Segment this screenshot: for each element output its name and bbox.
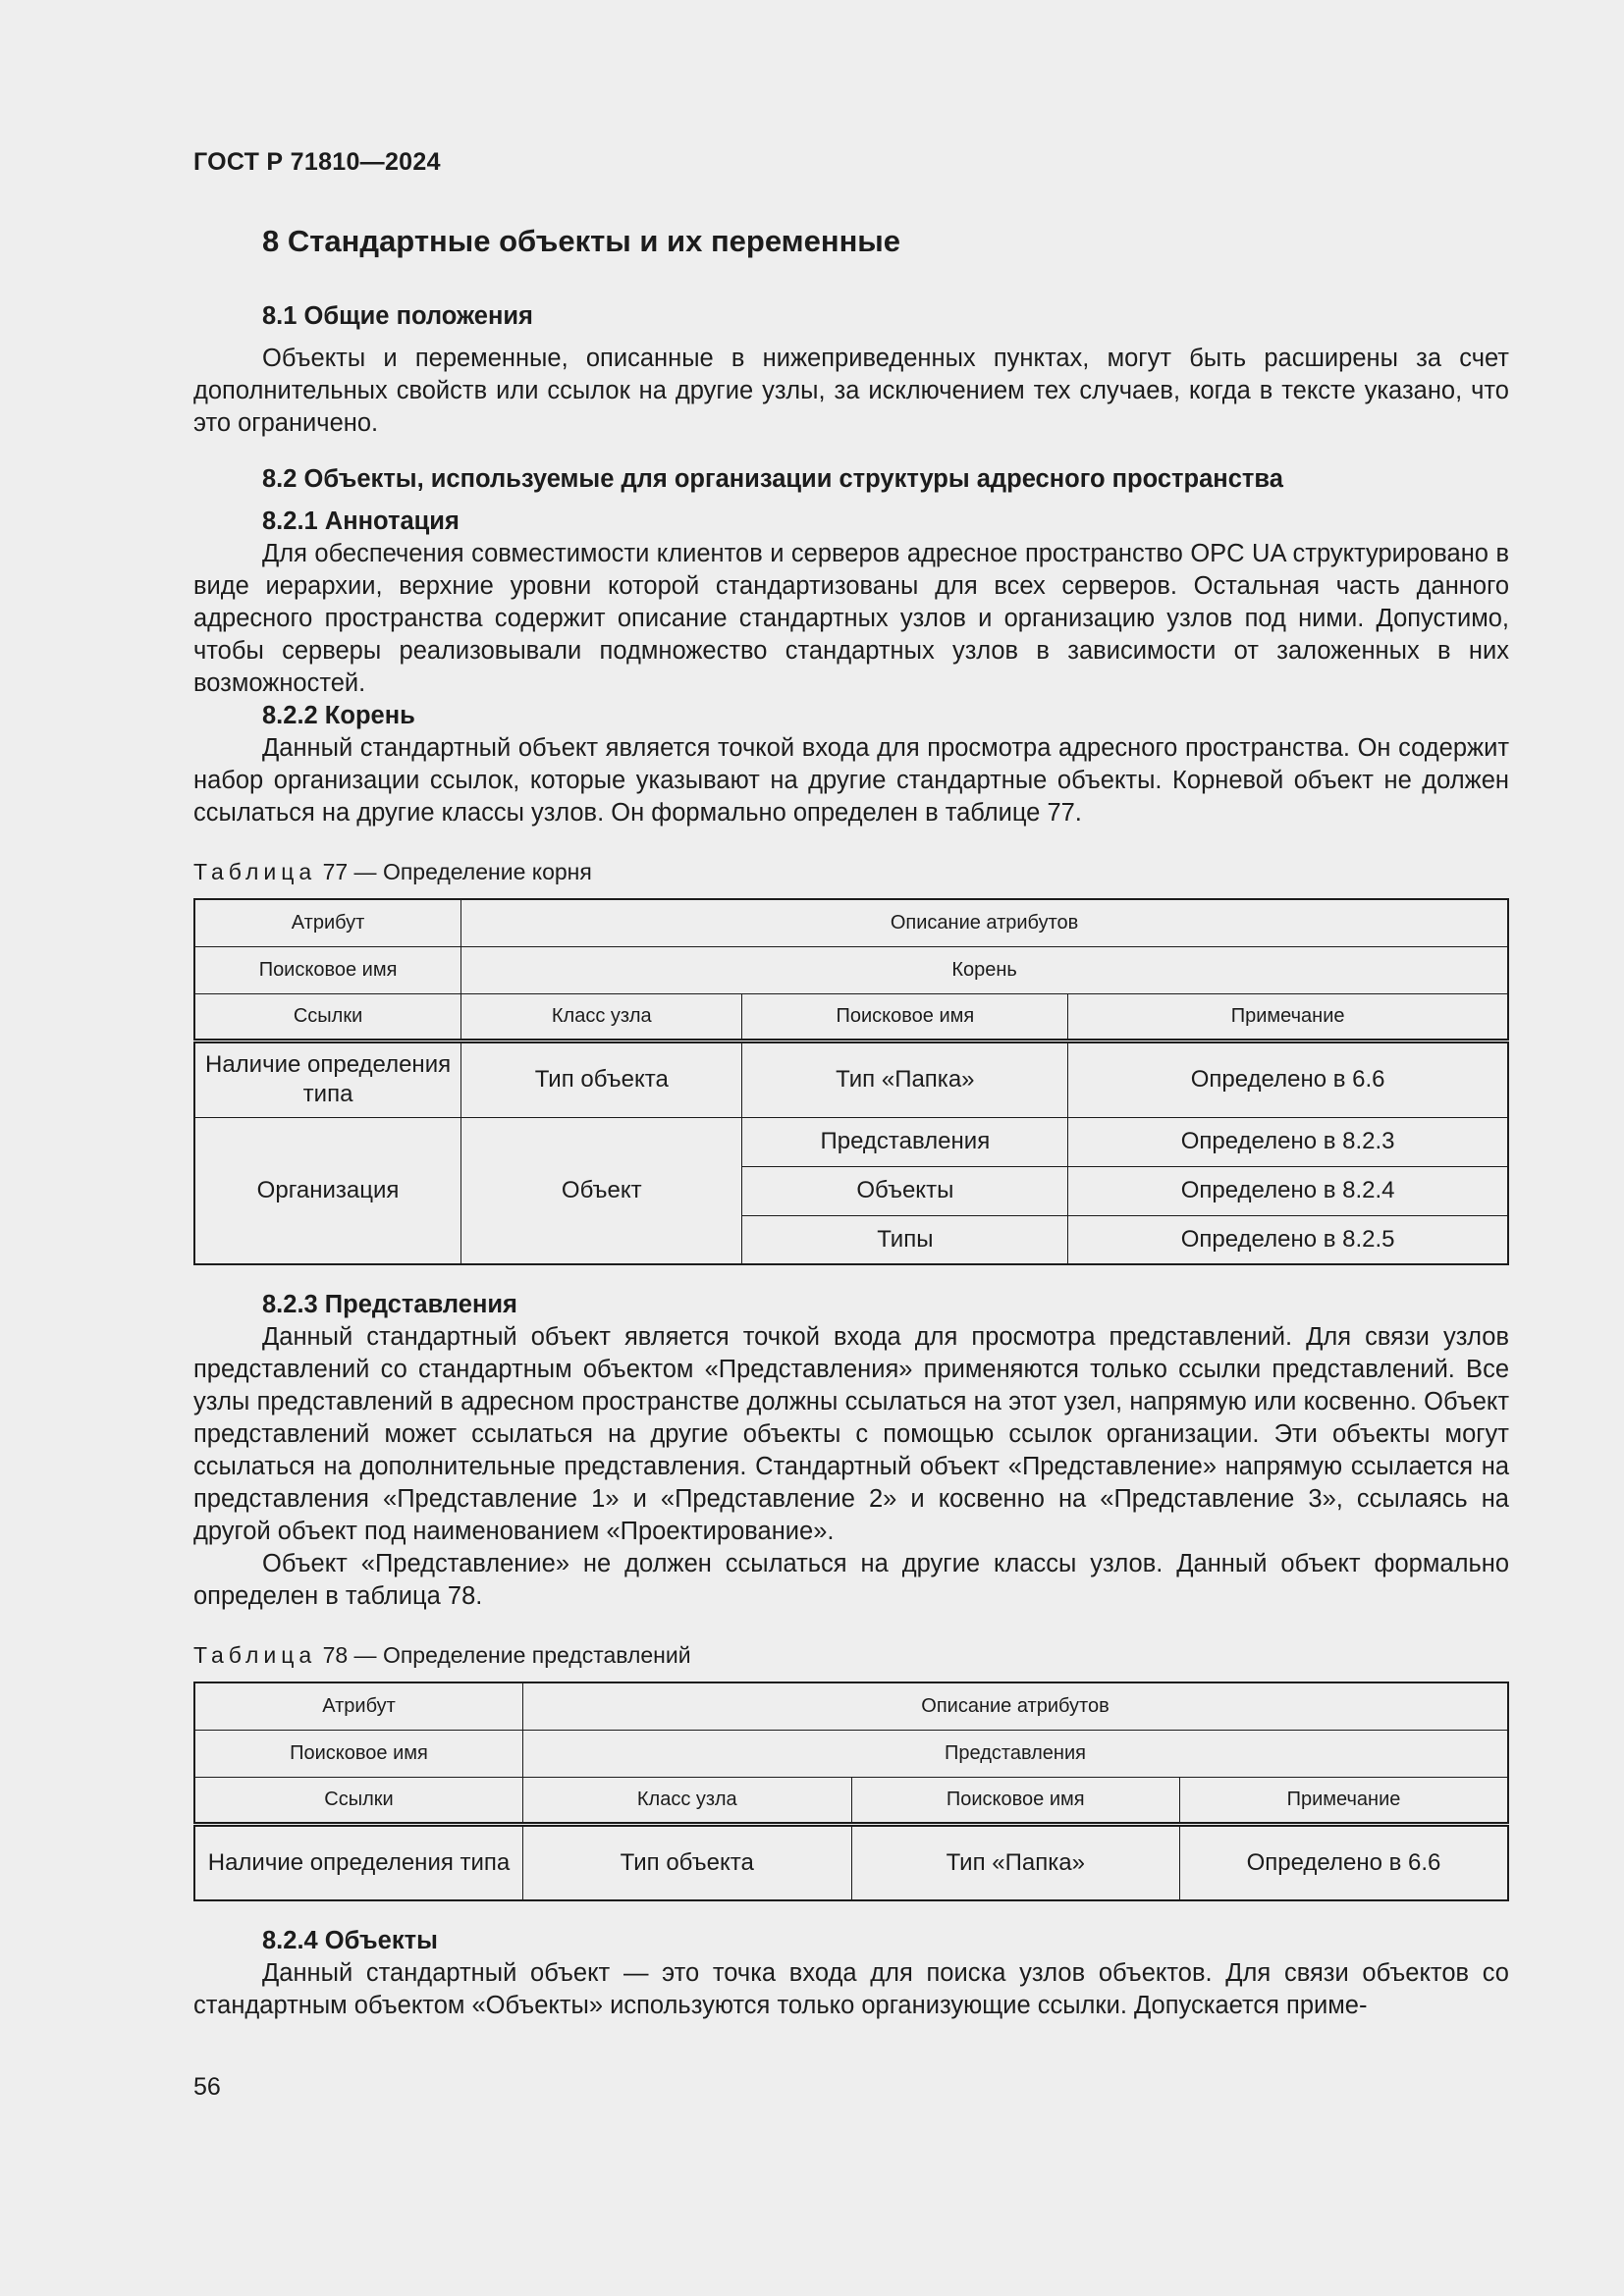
section-8-1-paragraph: Объекты и переменные, описанные в нижеприведенных пунктах, могут быть расширены за счет дополнительных свойств или ссылок на другие узлы, за исключением тех случаев, когда в тексте указано, что это ограничено. xyxy=(193,345,1509,437)
cell-node-class: Тип объекта xyxy=(461,1041,742,1117)
section-8-2-3-paragraph-2: Объект «Представление» не должен ссылаться на другие классы узлов. Данный объект формально определен в таблица 78. xyxy=(193,1550,1509,1610)
cell-browse-name: Тип «Папка» xyxy=(742,1041,1068,1117)
document-header: ГОСТ Р 71810—2024 xyxy=(193,148,441,176)
section-8-2-1-paragraph: Для обеспечения совместимости клиентов и серверов адресное пространство OPC UA структурировано в виде иерархии, верхние уровни которой стандартизованы для всех серверов. Остальная часть данного адресного пространства содержит описание стандартных узлов и организацию узлов под ними. Допустимо, чтобы серверы реализовывали подмножество стандартных узлов в зависимости от заложенных в них возможностей. xyxy=(193,540,1509,697)
spacer xyxy=(193,440,1509,463)
table-row xyxy=(194,993,1508,1041)
table-row xyxy=(194,946,1508,993)
section-8-2-2-title: 8.2.2 Корень xyxy=(262,702,415,729)
cell-node-class: Объект xyxy=(461,1117,742,1264)
cell-browse-name: Представления xyxy=(742,1117,1068,1166)
cell-node-class: Тип объекта xyxy=(523,1824,852,1900)
cell-note: Определено в 6.6 xyxy=(1068,1041,1508,1117)
header-cell-description: Описание атрибутов xyxy=(523,1682,1509,1730)
cell-browse-name-label: Поисковое имя xyxy=(194,1730,523,1777)
table-77-caption xyxy=(193,857,1509,886)
spacer xyxy=(193,1265,1509,1289)
page-number: 56 xyxy=(193,2073,221,2101)
cell-browse-name-label: Поисковое имя xyxy=(194,946,461,993)
cell-browse-name: Тип «Папка» xyxy=(851,1824,1180,1900)
cell-note-header: Примечание xyxy=(1180,1777,1509,1824)
section-8-2-3-title: 8.2.3 Представления xyxy=(262,1291,517,1318)
spacer xyxy=(193,829,1509,857)
table-77-root-definition xyxy=(193,898,1509,1265)
section-8-1-title: 8.1 Общие положения xyxy=(262,302,533,330)
table-caption-word: Таблица xyxy=(193,1642,317,1668)
cell-node-class-header: Класс узла xyxy=(461,993,742,1041)
cell-browse-name-value: Представления xyxy=(523,1730,1509,1777)
header-cell-description: Описание атрибутов xyxy=(461,899,1508,946)
section-8-2-4-paragraph: Данный стандартный объект — это точка входа для поиска узлов объектов. Для связи объектов со стандартным объектом «Объекты» используются только организующие ссылки. Допускается приме- xyxy=(193,1959,1509,2019)
table-row xyxy=(194,1777,1508,1824)
section-8-2-1-title: 8.2.1 Аннотация xyxy=(262,507,460,535)
table-header-row xyxy=(194,1682,1508,1730)
section-8-title: 8 Стандартные объекты и их переменные xyxy=(262,224,901,258)
table-78-caption xyxy=(193,1640,1509,1670)
table-row xyxy=(194,1824,1508,1900)
cell-note-header: Примечание xyxy=(1068,993,1508,1041)
cell-references-label: Ссылки xyxy=(194,1777,523,1824)
cell-note: Определено в 8.2.3 xyxy=(1068,1117,1508,1166)
table-78-views-definition xyxy=(193,1682,1509,1901)
table-caption-word: Таблица xyxy=(193,859,317,884)
spacer xyxy=(193,1901,1509,1925)
cell-browse-name-value: Корень xyxy=(461,946,1508,993)
section-8-2-4-title: 8.2.4 Объекты xyxy=(262,1927,438,1954)
cell-node-class-header: Класс узла xyxy=(523,1777,852,1824)
section-8-2-3-paragraph-1: Данный стандартный объект является точкой входа для просмотра представлений. Для связи узлов представлений со стандартным объектом «Представления» применяются только ссылки представлений. Все узлы представлений в адресном пространстве должны ссылаться на этот узел, напрямую или косвенно. Объект представлений может ссылаться на другие объекты с помощью ссылок организации. Эти объекты могут ссылаться на дополнительные представления. Стандартный объект «Представление» напрямую ссылается на представления «Представление 1» и «Представление 2» и косвенно на «Представление 3», ссылаясь на другой объект под наименованием «Проектирование». xyxy=(193,1323,1509,1545)
cell-type-definition-label: Наличие определения типа xyxy=(194,1041,461,1117)
page-content xyxy=(193,222,1509,2022)
section-8-2-2-paragraph: Данный стандартный объект является точкой входа для просмотра адресного пространства. Он содержит набор организации ссылок, которые указывают на другие стандартные объекты. Корневой объект не должен ссылаться на другие классы узлов. Он формально определен в таблице 77. xyxy=(193,734,1509,827)
cell-note: Определено в 6.6 xyxy=(1180,1824,1509,1900)
cell-note: Определено в 8.2.5 xyxy=(1068,1215,1508,1264)
cell-organization-label: Организация xyxy=(194,1117,461,1264)
table-row xyxy=(194,1041,1508,1117)
cell-browse-name-header: Поисковое имя xyxy=(742,993,1068,1041)
spacer xyxy=(193,1613,1509,1640)
cell-type-definition-label: Наличие определения типа xyxy=(194,1824,523,1900)
cell-browse-name: Объекты xyxy=(742,1166,1068,1215)
header-cell-attribute: Атрибут xyxy=(194,899,461,946)
header-cell-attribute: Атрибут xyxy=(194,1682,523,1730)
cell-browse-name-header: Поисковое имя xyxy=(851,1777,1180,1824)
cell-references-label: Ссылки xyxy=(194,993,461,1041)
table-header-row xyxy=(194,899,1508,946)
table-row xyxy=(194,1117,1508,1166)
table-row xyxy=(194,1730,1508,1777)
cell-note: Определено в 8.2.4 xyxy=(1068,1166,1508,1215)
table-caption-text: 78 — Определение представлений xyxy=(322,1642,691,1668)
section-8-2-title: 8.2 Объекты, используемые для организации структуры адресного пространства xyxy=(262,465,1283,493)
cell-browse-name: Типы xyxy=(742,1215,1068,1264)
table-caption-text: 77 — Определение корня xyxy=(322,859,592,884)
